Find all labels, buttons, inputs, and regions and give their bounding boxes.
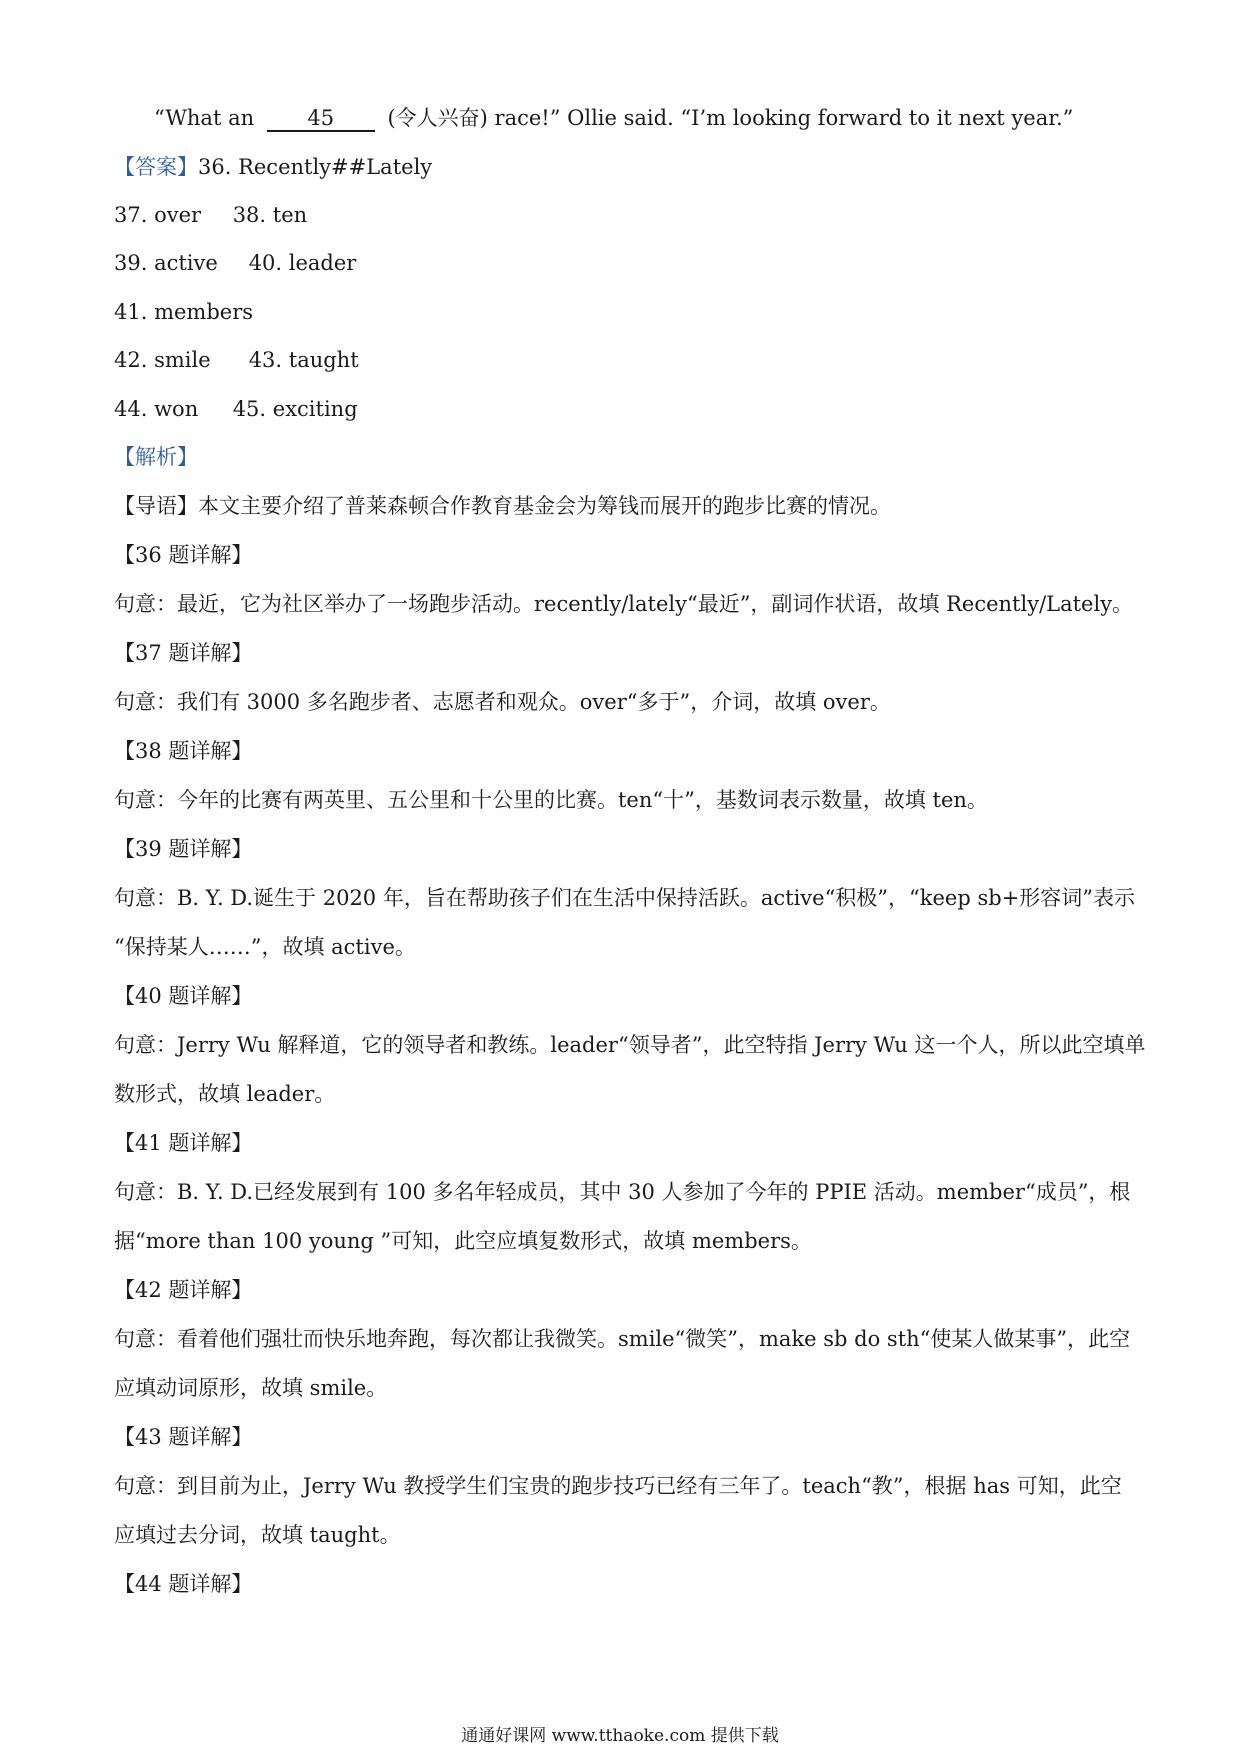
item-37-line-1: 句意：我们有 3000 多名跑步者、志愿者和观众。over“多于”，介词，故填 over。 [114,690,891,714]
item-39-line-2: “保持某人……”，故填 active。 [114,935,416,959]
question-45-blank: 45 [267,106,375,132]
item-39-line-1: 句意：B. Y. D.诞生于 2020 年，旨在帮助孩子们在生活中保持活跃。active“积极”，“keep sb+形容词”表示 [114,886,1136,910]
question-45-after: (令人兴奋) race!” Ollie said. “I’m looking forward to it next year.” [387,106,1074,130]
answer-45: 45. exciting [232,397,358,421]
answer-40: 40. leader [248,251,357,275]
question-45-before: “What an [154,106,255,130]
answer-39: 39. active [114,251,218,275]
answer-37: 37. over [114,203,202,227]
item-36-heading: 【36 题详解】 [114,543,253,567]
item-42-line-1: 句意：看着他们强壮而快乐地奔跑，每次都让我微笑。smile“微笑”，make sb do sth“使某人做某事”，此空 [114,1327,1131,1351]
analysis-label: 【解析】 [114,445,198,469]
item-37-heading: 【37 题详解】 [114,641,253,665]
item-38-line-1: 句意：今年的比赛有两英里、五公里和十公里的比赛。ten“十”，基数词表示数量，故填 ten。 [114,788,988,812]
answer-label: 【答案】 [114,155,198,179]
item-40-line-2: 数形式，故填 leader。 [114,1082,336,1106]
page-footer: 通通好课网 www.tthaoke.com 提供下载 [461,1726,779,1746]
answer-line-5 [114,345,359,375]
item-43-heading: 【43 题详解】 [114,1425,253,1449]
item-41-line-1: 句意：B. Y. D.已经发展到有 100 多名年轻成员，其中 30 人参加了今年的 PPIE 活动。member“成员”，根 [114,1180,1131,1204]
item-42-line-2: 应填动词原形，故填 smile。 [114,1376,388,1400]
item-39-heading: 【39 题详解】 [114,837,253,861]
answer-41: 41. members [114,300,254,324]
item-38-heading: 【38 题详解】 [114,739,253,763]
item-43-line-1: 句意：到目前为止，Jerry Wu 教授学生们宝贵的跑步技巧已经有三年了。teach“教”，根据 has 可知，此空 [114,1474,1122,1498]
analysis-intro: 【导语】本文主要介绍了普莱森顿合作教育基金会为筹钱而展开的跑步比赛的情况。 [114,494,891,518]
answer-44: 44. won [114,397,199,421]
item-44-heading: 【44 题详解】 [114,1572,253,1596]
answer-line-2 [114,200,307,230]
answer-38: 38. ten [232,203,308,227]
item-42-heading: 【42 题详解】 [114,1278,253,1302]
item-43-line-2: 应填过去分词，故填 taught。 [114,1523,401,1547]
answer-36: 36. Recently##Lately [198,155,433,179]
answer-line-3 [114,248,356,278]
answer-line-1 [114,152,432,182]
answer-42: 42. smile [114,348,211,372]
answer-line-6 [114,394,358,424]
answer-43: 43. taught [248,348,359,372]
item-40-heading: 【40 题详解】 [114,984,253,1008]
question-45-line [154,103,1073,133]
item-40-line-1: 句意：Jerry Wu 解释道，它的领导者和教练。leader“领导者”，此空特指 Jerry Wu 这一个人，所以此空填单 [114,1033,1146,1057]
item-41-line-2: 据“more than 100 young ”可知，此空应填复数形式，故填 members。 [114,1229,812,1253]
answer-line-4 [114,297,253,327]
item-36-line-1: 句意：最近，它为社区举办了一场跑步活动。recently/lately“最近”，副词作状语，故填 Recently/Lately。 [114,592,1134,616]
item-41-heading: 【41 题详解】 [114,1131,253,1155]
